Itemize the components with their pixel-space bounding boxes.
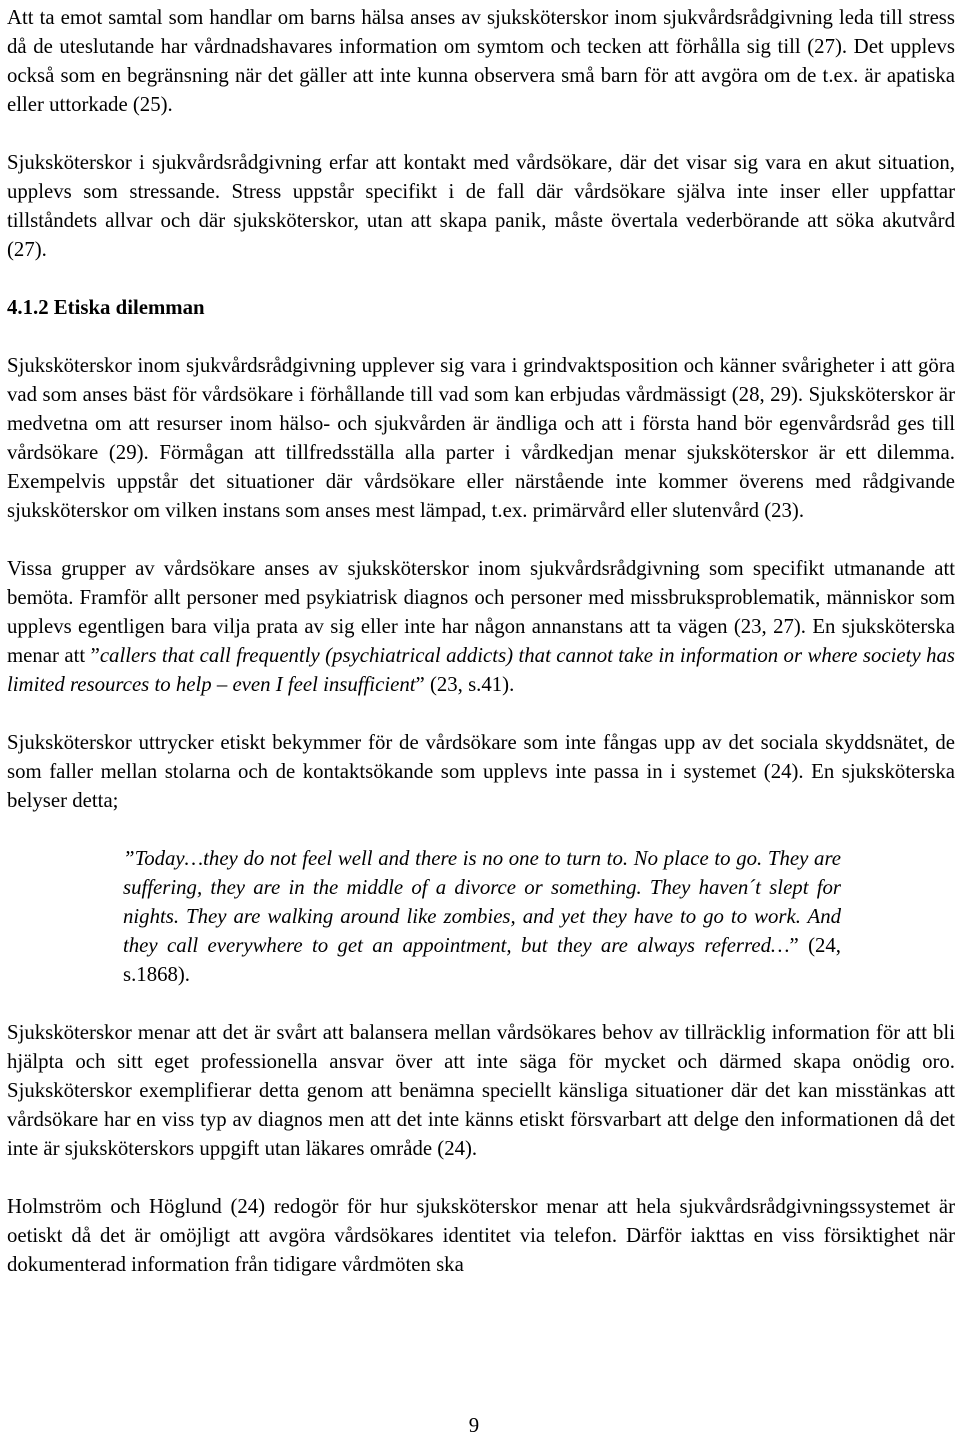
block-quote-citation: ” (24, s.1868). (123, 934, 841, 986)
paragraph-gap (7, 989, 955, 1018)
paragraph-gap (7, 264, 955, 293)
paragraph-acute-situation-stress: Sjuksköterskor i sjukvårdsrådgivning erfar att kontakt med vårdsökare, där det visar sig vara en akut situation, upplevs som stressande. Stress uppstår specifikt i de fall där vårdsökare själva inte inser eller uppfattar tillståndets allvar och där sjuksköterskor, utan att skapa panik, måste övertala vederbörande att söka akutvård (27). (7, 151, 955, 261)
inline-quote: callers that call frequently (psychiatrical addicts) that cannot take in information or where society has limited resources to help – even I feel insufficient (7, 644, 955, 696)
paragraph-text: Vissa grupper av vårdsökare anses av sjuksköterskor inom sjukvårdsrådgivning som specifikt utmanande att bemöta. Framför allt personer med psykiatrisk diagnos och personer med missbruksproblematik, människor som upplevs egentligen bara vilja prata av sig eller inte har någon annanstans att ta vägen (23, 27). En sjuksköterska menar att ” (7, 557, 955, 667)
paragraph-gap (7, 525, 955, 554)
block-quote (123, 844, 841, 989)
paragraph-gap (7, 699, 955, 728)
paragraph-gap (7, 1163, 955, 1192)
paragraph-gap (7, 322, 955, 351)
paragraph-child-health-stress: Att ta emot samtal som handlar om barns hälsa anses av sjuksköterskor inom sjukvårdsrådgivning leda till stress då de uteslutande har vårdnadshavares information om symtom och tecken att förhålla sig till (27). Det upplevs också som en begränsning när det gäller att inte kunna observera små barn för att avgöra om de t.ex. är apatiska eller uttorkade (25). (7, 6, 955, 116)
paragraph-ethical-concern: Sjuksköterskor uttrycker etiskt bekymmer för de vårdsökare som inte fångas upp av det sociala skyddsnätet, de som faller mellan stolarna och de kontaktsökande som upplevs inte passa in i systemet (24). En sjuksköterska belyser detta; (7, 731, 955, 812)
section-heading-ethical-dilemmas: 4.1.2 Etiska dilemman (7, 296, 205, 319)
paragraph-unethical-system: Holmström och Höglund (24) redogör för hur sjuksköterskor menar att hela sjukvårdsrådgivningssystemet är oetiskt då det är omöjligt att avgöra vårdsökares identitet via telefon. Därför iakttas en viss försiktighet när dokumenterad information från tidigare vårdmöten ska (7, 1195, 955, 1276)
page-number: 9 (468, 1414, 480, 1437)
citation: ” (23, s.41). (415, 673, 515, 696)
paragraph-balance-information: Sjuksköterskor menar att det är svårt att balansera mellan vårdsökares behov av tillräcklig information för att bli hjälpta och sitt eget professionella ansvar över att inte säga för mycket och därmed skapa onödig oro. Sjuksköterskor exemplifierar detta genom att benämna speciellt känsliga situationer där det kan misstänkas att vårdsökare har en viss typ av diagnos men att det inte känns etiskt försvarbart att delge den informationen då det inte är sjuksköterskors uppgift utan läkares område (24). (7, 1021, 955, 1160)
paragraph-gap (7, 119, 955, 148)
paragraph-gatekeeper-position: Sjuksköterskor inom sjukvårdsrådgivning upplever sig vara i grindvaktsposition och känner svårigheter i att göra vad som anses bäst för vårdsökare i förhållande till vad som kan erbjudas vårdmässigt (28, 29). Sjuksköterskor är medvetna om att resurser inom hälso- och sjukvården är ändliga och att i första hand bör egenvårdsråd ges till vårdsökare (29). Förmågan att tillfredsställa alla parter i vårdkedjan menar sjuksköterskor är ett dilemma. Exempelvis uppstår det situationer där vårdsökare eller närstående inte kommer överens med rådgivande sjuksköterskor om vilken instans som anses mest lämpad, t.ex. primärvård eller slutenvård (23). (7, 354, 955, 522)
paragraph-challenging-groups (7, 554, 955, 699)
block-quote-text: ”Today…they do not feel well and there is no one to turn to. No place to go. They are suffering, they are in the middle of a divorce or something. They haven´t slept for nights. They are walking around like zombies, and yet they have to go to work. And they call everywhere to get an appointment, but they are always referred… (123, 847, 841, 957)
paragraph-gap (7, 815, 955, 844)
document-page (7, 0, 955, 1440)
